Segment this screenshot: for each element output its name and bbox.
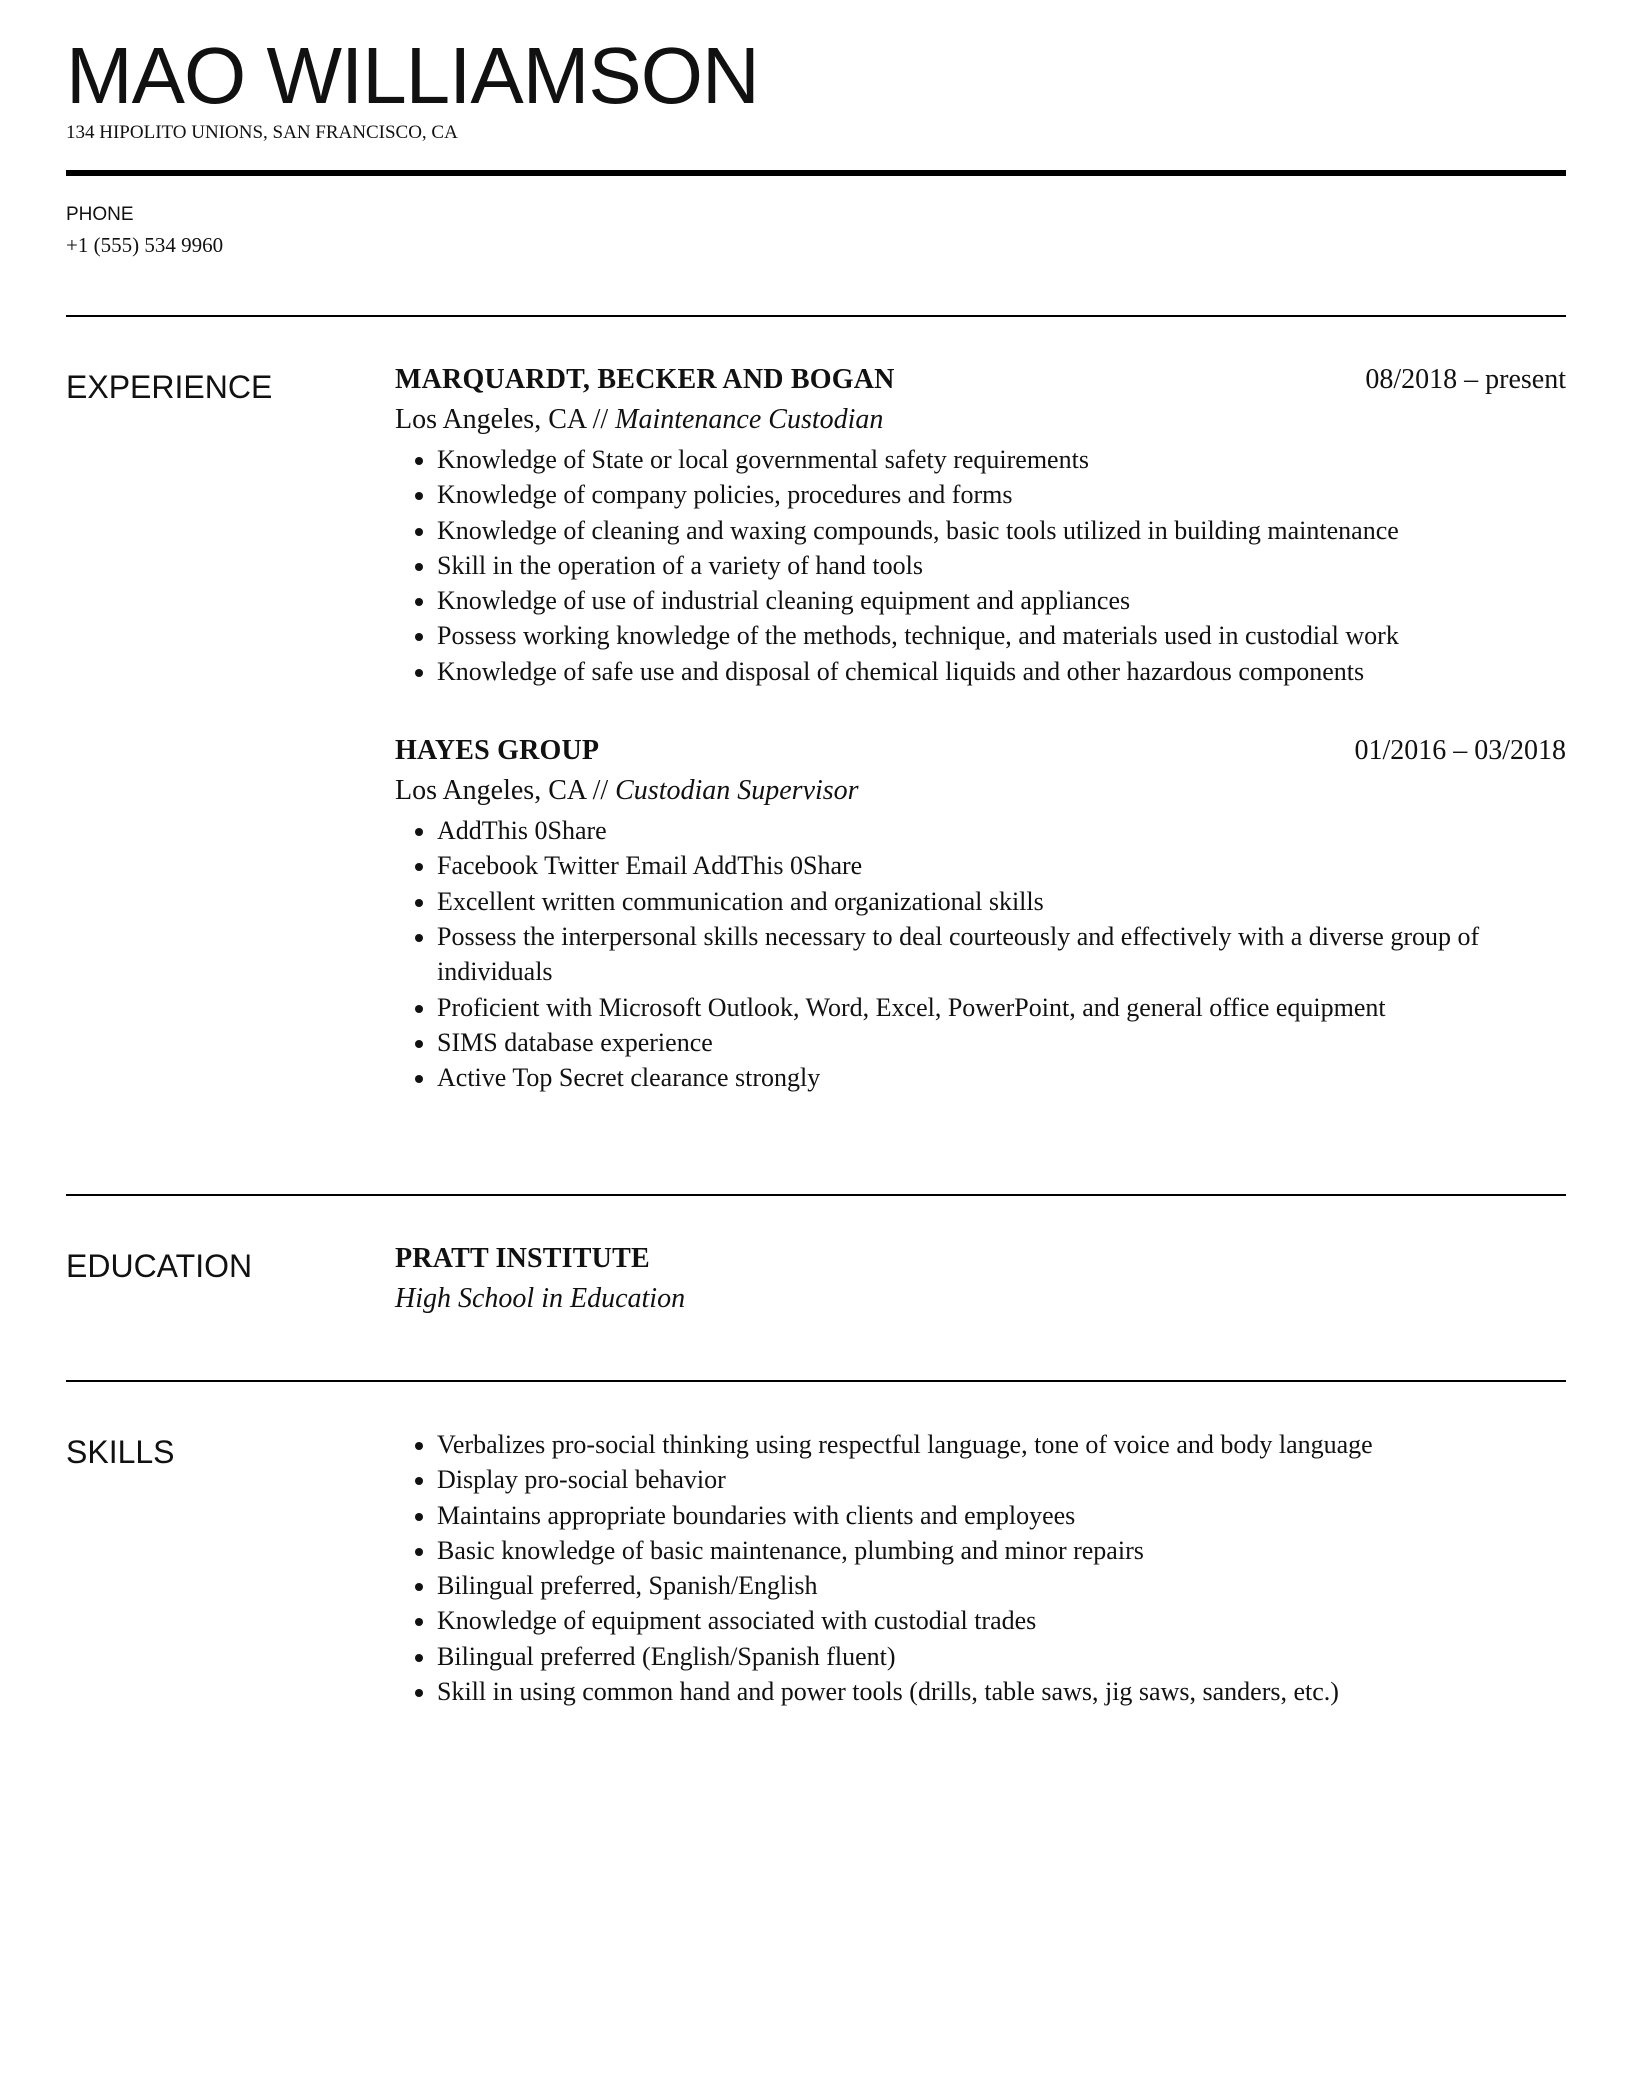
list-item: • Bilingual preferred (English/Spanish fluent): [437, 1639, 1566, 1674]
list-item: • Knowledge of cleaning and waxing compounds, basic tools utilized in building maintenance: [437, 513, 1566, 548]
job-location: Los Angeles, CA: [395, 404, 586, 435]
section-title-skills: SKILLS: [66, 1434, 175, 1470]
job-location: Los Angeles, CA: [395, 775, 586, 807]
candidate-address: 134 HIPOLITO UNIONS, SAN FRANCISCO, CA: [66, 122, 458, 143]
skills-list: [395, 1427, 1566, 1709]
list-item: • Knowledge of State or local governmental safety requirements: [437, 442, 1566, 477]
candidate-name: MAO WILLIAMSON: [66, 31, 759, 120]
list-item: • Maintains appropriate boundaries with clients and employees: [437, 1498, 1566, 1533]
section-title-experience: EXPERIENCE: [66, 369, 273, 405]
list-item: • Skill in the operation of a variety of hand tools: [437, 548, 1566, 583]
list-item: • Knowledge of equipment associated with custodial trades: [437, 1603, 1566, 1638]
section-divider-skills: [66, 1380, 1566, 1382]
job-bullets: [395, 813, 1566, 1095]
list-item: • Possess working knowledge of the methods, technique, and materials used in custodial work: [437, 618, 1566, 653]
school-name: PRATT INSTITUTE: [395, 1243, 650, 1274]
job-entry: [395, 733, 1566, 1095]
job-header: [395, 362, 1566, 400]
list-item: • Knowledge of safe use and disposal of chemical liquids and other hazardous components: [437, 654, 1566, 689]
list-item: • Excellent written communication and organizational skills: [437, 884, 1566, 919]
job-entry: [395, 362, 1566, 689]
phone-label: PHONE: [66, 204, 134, 225]
job-role: Custodian Supervisor: [615, 775, 859, 807]
job-separator: //: [585, 404, 616, 435]
list-item: • Proficient with Microsoft Outlook, Word, Excel, PowerPoint, and general office equipment: [437, 990, 1566, 1025]
job-dates: 08/2018 – present: [1365, 364, 1566, 395]
list-item: • Possess the interpersonal skills necessary to deal courteously and effectively with a diverse group of individuals: [437, 919, 1566, 990]
skills-section: [395, 1427, 1566, 1709]
job-header: [395, 733, 1566, 771]
job-separator: //: [585, 775, 616, 807]
education-header: [395, 1241, 1566, 1279]
list-item: • Skill in using common hand and power tools (drills, table saws, jig saws, sanders, etc.): [437, 1674, 1566, 1709]
experience-section: [395, 362, 1566, 1095]
list-item: • SIMS database experience: [437, 1025, 1566, 1060]
company-name: MARQUARDT, BECKER AND BOGAN: [395, 364, 895, 395]
job-subtitle: [395, 400, 1566, 440]
job-role: Maintenance Custodian: [615, 404, 884, 435]
list-item: • AddThis 0Share: [437, 813, 1566, 848]
list-item: • Knowledge of use of industrial cleaning equipment and appliances: [437, 583, 1566, 618]
header-divider: [66, 170, 1566, 176]
list-item: • Active Top Secret clearance strongly: [437, 1060, 1566, 1095]
job-subtitle: [395, 771, 1566, 811]
degree: High School in Education: [395, 1283, 686, 1314]
job-bullets: [395, 442, 1566, 689]
education-section: [395, 1241, 1566, 1319]
company-name: HAYES GROUP: [395, 735, 600, 767]
section-divider-education: [66, 1194, 1566, 1196]
list-item: • Bilingual preferred, Spanish/English: [437, 1568, 1566, 1603]
section-divider-experience: [66, 315, 1566, 317]
list-item: • Verbalizes pro-social thinking using respectful language, tone of voice and body language: [437, 1427, 1566, 1462]
list-item: • Knowledge of company policies, procedures and forms: [437, 477, 1566, 512]
list-item: • Basic knowledge of basic maintenance, plumbing and minor repairs: [437, 1533, 1566, 1568]
list-item: • Facebook Twitter Email AddThis 0Share: [437, 848, 1566, 883]
job-dates: 01/2016 – 03/2018: [1354, 735, 1566, 767]
list-item: • Display pro-social behavior: [437, 1462, 1566, 1497]
phone-value: +1 (555) 534 9960: [66, 233, 224, 257]
section-title-education: EDUCATION: [66, 1248, 253, 1284]
